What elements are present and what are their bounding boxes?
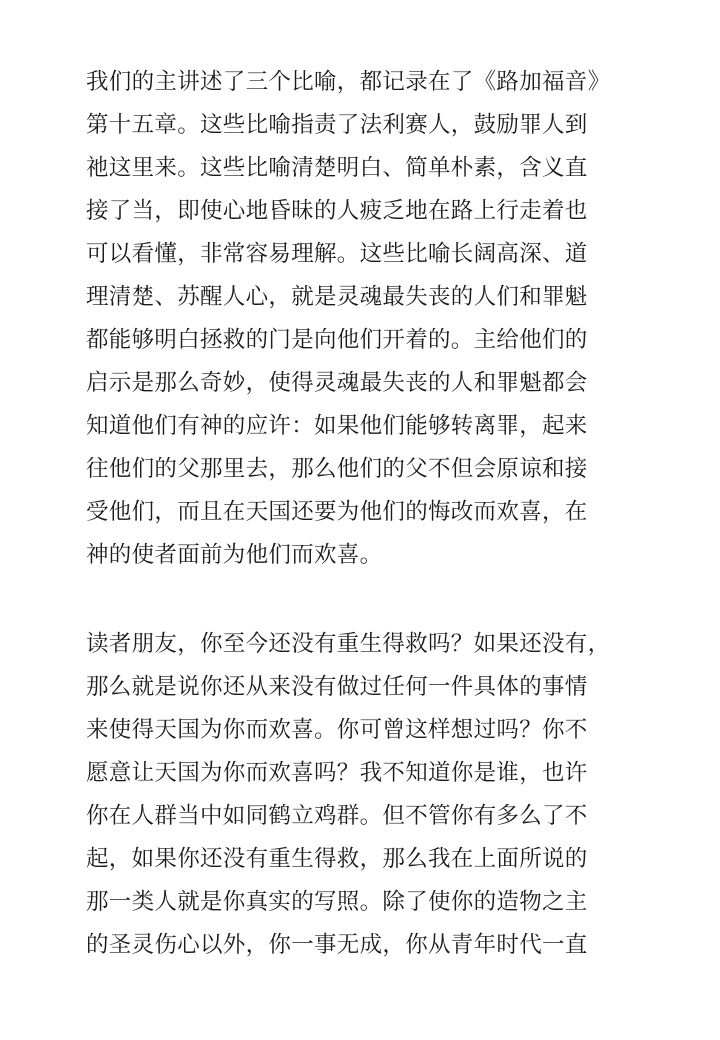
paragraph-parables: [86, 61, 720, 577]
text-line: 起，如果你还没有重生得救，那么我在上面所说的: [86, 846, 588, 872]
text-line: 第十五章。这些比喻指责了法利赛人，鼓励罪人到: [86, 112, 588, 138]
text-line: 愿意让天国为你而欢喜吗？我不知道你是谁，也许: [86, 760, 588, 786]
text-line: 来使得天国为你而欢喜。你可曾这样想过吗？你不: [86, 717, 588, 743]
text-line: 我们的主讲述了三个比喻，都记录在了《路加福音》: [86, 69, 611, 95]
text-line: 那么就是说你还从来没有做过任何一件具体的事情: [86, 674, 588, 700]
text-line: 理清楚、苏醒人心，就是灵魂最失丧的人们和罪魁: [86, 284, 588, 310]
text-line: 读者朋友，你至今还没有重生得救吗？如果还没有，: [86, 631, 611, 657]
text-line: 接了当，即使心地昏昧的人疲乏地在路上行走着也: [86, 198, 588, 224]
text-line: 神的使者面前为他们而欢喜。: [86, 542, 383, 568]
text-line: 启示是那么奇妙，使得灵魂最失丧的人和罪魁都会: [86, 370, 588, 396]
text-line: 往他们的父那里去，那么他们的父不但会原谅和接: [86, 456, 588, 482]
text-line: 受他们，而且在天国还要为他们的悔改而欢喜，在: [86, 499, 588, 525]
text-line: 那一类人就是你真实的写照。除了使你的造物之主: [86, 889, 588, 915]
text-line: 你在人群当中如同鹤立鸡群。但不管你有多么了不: [86, 803, 588, 829]
text-line: 知道他们有神的应许：如果他们能够转离罪，起来: [86, 413, 588, 439]
text-line: 的圣灵伤心以外，你一事无成，你从青年时代一直: [86, 932, 588, 958]
text-line: 可以看懂，非常容易理解。这些比喻长阔高深、道: [86, 241, 588, 267]
text-line: 都能够明白拯救的门是向他们开着的。主给他们的: [86, 327, 588, 353]
paragraph-reader-appeal: [86, 623, 720, 967]
text-line: 祂这里来。这些比喻清楚明白、简单朴素，含义直: [86, 155, 588, 181]
